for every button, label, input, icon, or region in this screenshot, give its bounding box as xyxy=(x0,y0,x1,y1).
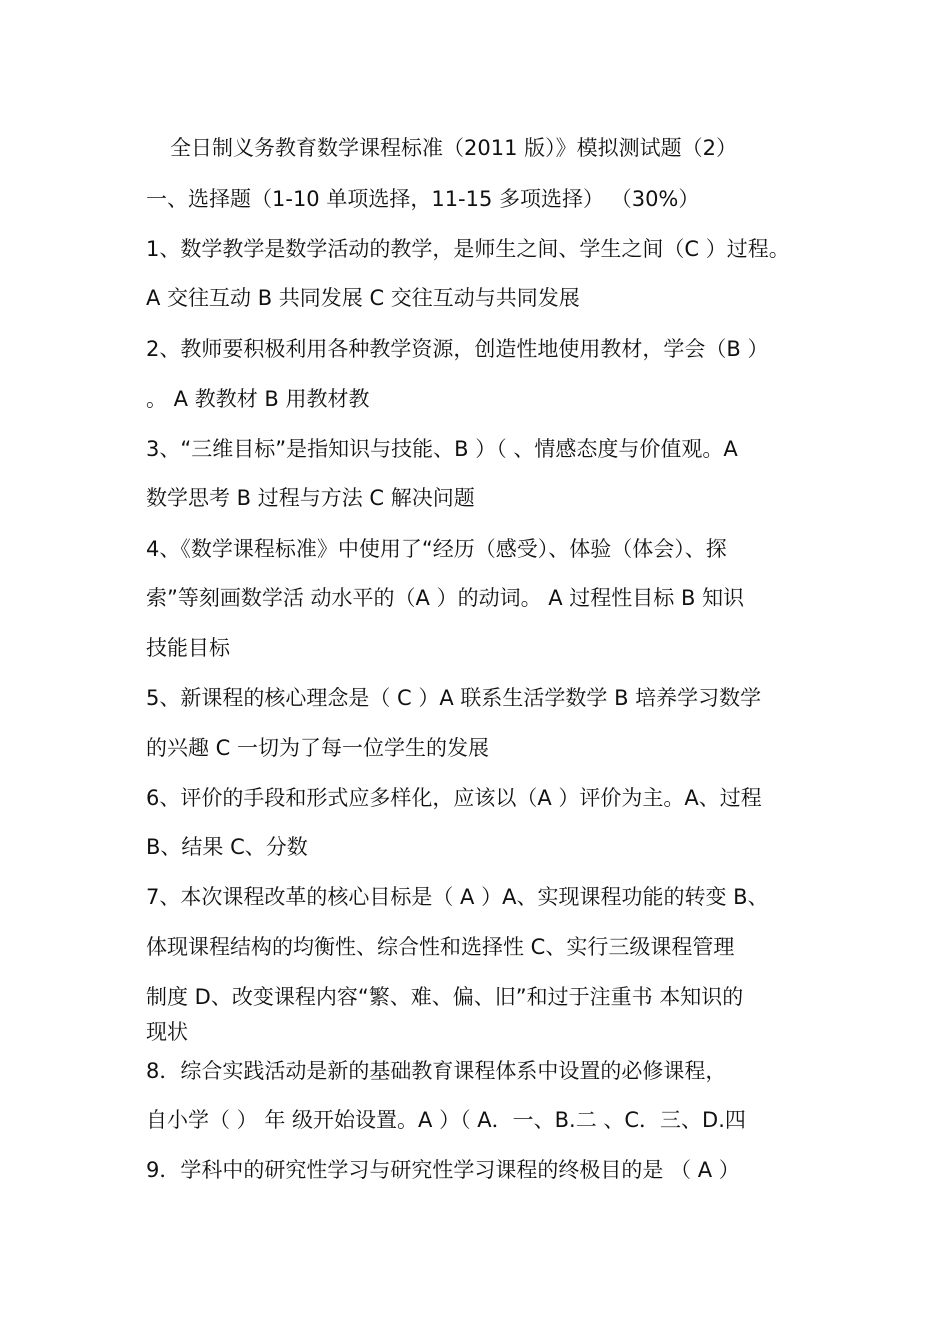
text-line: 体现课程结构的均衡性、综合性和选择性 C、实行三级课程管理 xyxy=(146,935,735,959)
text-line: 1、数学教学是数学活动的教学，是师生之间、学生之间（C ）过程。 xyxy=(146,237,790,261)
text-line: 索”等刻画数学活 动水平的（A ）的动词。 A 过程性目标 B 知识 xyxy=(146,586,745,610)
text-line: 4、《数学课程标准》中使用了“经历（感受）、体验（体会）、探 xyxy=(146,537,727,561)
page-title: 全日制义务教育数学课程标准（2011 版）》模拟测试题（2） xyxy=(170,136,737,160)
text-line: A 交往互动 B 共同发展 C 交往互动与共同发展 xyxy=(146,286,580,310)
text-line: 5、新课程的核心理念是（ C ）A 联系生活学数学 B 培养学习数学 xyxy=(146,686,762,710)
text-line: 2、教师要积极利用各种教学资源，创造性地使用教材，学会（B ） xyxy=(146,337,769,361)
text-line: B、结果 C、分数 xyxy=(146,835,308,859)
text-line: 8．综合实践活动是新的基础教育课程体系中设置的必修课程， xyxy=(146,1059,727,1083)
text-line: 7、本次课程改革的核心目标是（ A ）A、实现课程功能的转变 B、 xyxy=(146,885,769,909)
text-line: 6、评价的手段和形式应多样化，应该以（A ）评价为主。A、过程 xyxy=(146,786,762,810)
text-line: 现状 xyxy=(146,1020,188,1044)
text-line: 。 A 教教材 B 用教材教 xyxy=(146,387,370,411)
section-heading: 一、选择题（1-10 单项选择，11-15 多项选择） （30%） xyxy=(146,187,700,211)
text-line: 9．学科中的研究性学习与研究性学习课程的终极目的是 （ A ） xyxy=(146,1158,740,1182)
text-line: 自小学（ ） 年 级开始设置。A ）（ A．一、B.二 、C．三、D.四 xyxy=(146,1108,746,1132)
text-line: 技能目标 xyxy=(146,636,230,660)
text-line: 数学思考 B 过程与方法 C 解决问题 xyxy=(146,486,475,510)
text-line: 的兴趣 C 一切为了每一位学生的发展 xyxy=(146,736,490,760)
text-line: 制度 D、改变课程内容“繁、难、偏、旧”和过于注重书 本知识的 xyxy=(146,985,744,1009)
text-line: 3、“三维目标”是指知识与技能、B ）（ 、情感态度与价值观。A xyxy=(146,437,738,461)
